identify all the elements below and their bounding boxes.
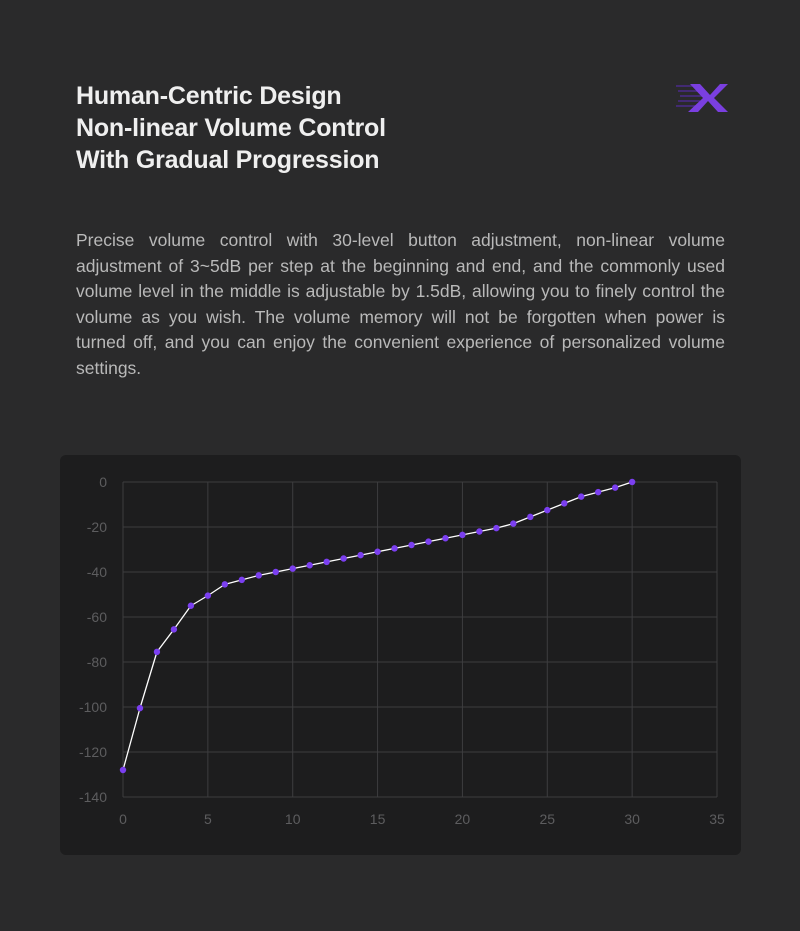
x-tick-label: 10 xyxy=(284,811,301,827)
data-point xyxy=(120,767,126,773)
data-point xyxy=(391,545,397,551)
x-tick-label: 0 xyxy=(119,811,127,827)
data-point xyxy=(323,559,329,565)
data-point xyxy=(188,603,194,609)
title-line-1: Human-Centric Design xyxy=(76,82,342,110)
y-tick-label: -100 xyxy=(78,699,107,715)
data-point xyxy=(612,484,618,490)
data-point xyxy=(544,507,550,513)
data-point xyxy=(578,493,584,499)
x-tick-label: 15 xyxy=(369,811,386,827)
x-tick-label: 30 xyxy=(624,811,640,827)
y-tick-label: -20 xyxy=(86,519,107,535)
data-point xyxy=(374,549,380,555)
data-point xyxy=(273,569,279,575)
data-point xyxy=(340,555,346,561)
title-line-3: With Gradual Progression xyxy=(76,146,380,174)
data-point xyxy=(256,572,262,578)
data-point xyxy=(442,535,448,541)
y-tick-label: -40 xyxy=(86,564,107,580)
y-tick-label: 0 xyxy=(99,474,107,490)
data-point xyxy=(425,538,431,544)
data-point xyxy=(476,528,482,534)
description-text: Precise volume control with 30-level button adjustment, non-linear volume adjustment of 3~5dB per step at the beginning and end, and the commonly used volume level in the middle is adjustable by 1.5dB, allowing you to finely control the volume as you wish. The volume memory will not be forgotten when power is turned off, and you can enjoy the convenient experience of personalized volume settings. xyxy=(76,230,725,378)
data-point xyxy=(629,479,635,485)
data-point xyxy=(408,542,414,548)
data-point xyxy=(154,649,160,655)
x-tick-label: 35 xyxy=(709,811,725,827)
data-point xyxy=(137,705,143,711)
chart-svg xyxy=(60,455,741,855)
x-tick-label: 5 xyxy=(203,811,212,827)
data-point xyxy=(595,489,601,495)
title-line-2: Non-linear Volume Control xyxy=(76,114,386,142)
volume-curve-chart xyxy=(60,455,741,855)
y-tick-label: -60 xyxy=(86,609,107,625)
data-point xyxy=(561,500,567,506)
x-tick-label: 25 xyxy=(539,811,556,827)
data-point xyxy=(527,514,533,520)
data-point xyxy=(290,565,296,571)
data-point xyxy=(306,562,312,568)
data-point xyxy=(171,626,177,632)
y-tick-label: -140 xyxy=(78,789,107,805)
data-point xyxy=(239,577,245,583)
data-point xyxy=(222,581,228,587)
page-title xyxy=(76,80,386,176)
data-point xyxy=(357,552,363,558)
data-point xyxy=(459,532,465,538)
data-point xyxy=(205,592,211,598)
data-point xyxy=(493,525,499,531)
data-point xyxy=(510,520,516,526)
y-tick-label: -120 xyxy=(78,744,107,760)
x-brand-logo-icon xyxy=(676,82,728,114)
x-tick-label: 20 xyxy=(454,811,471,827)
y-tick-label: -80 xyxy=(86,654,107,670)
